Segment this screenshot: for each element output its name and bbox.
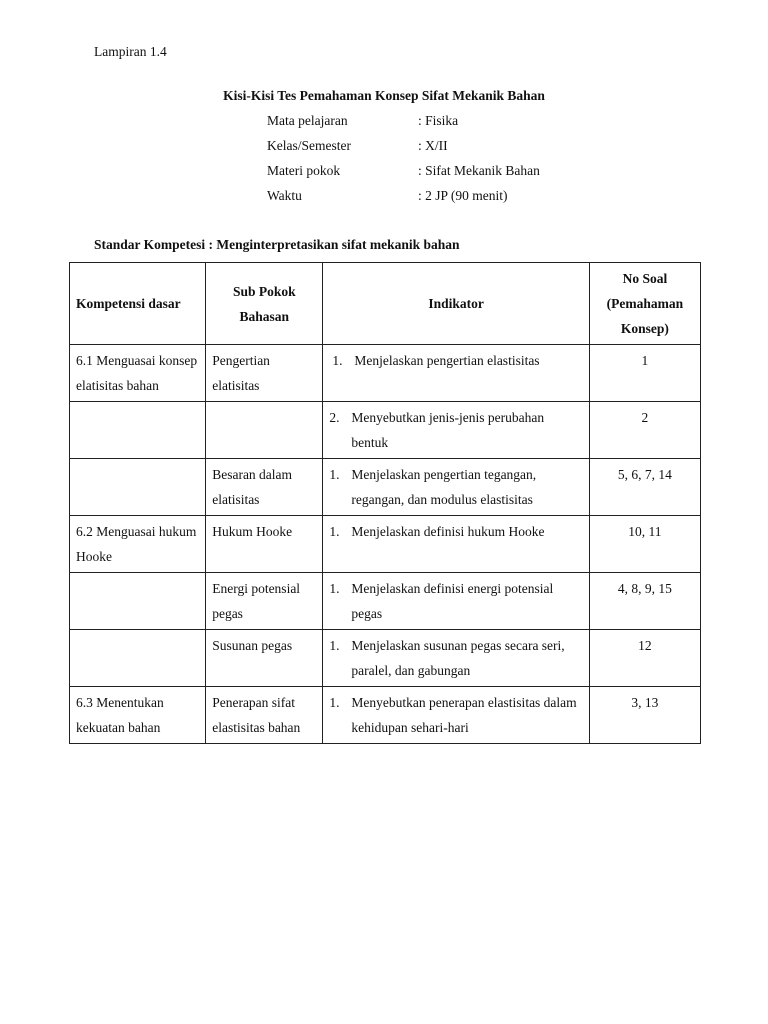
indicator-number: 1. [329, 695, 340, 710]
meta-value: : X/II [418, 138, 448, 153]
table-row [70, 573, 701, 630]
indicator-text: Menyebutkan penerapan elastisitas dalam kehidupan sehari-hari [351, 695, 577, 735]
cell-sub-pokok [206, 402, 323, 459]
meta-label: Mata pelajaran [267, 113, 348, 128]
table-row [70, 687, 701, 744]
meta-row-class [267, 137, 540, 162]
header-indikator: Indikator [323, 263, 589, 345]
competency-standard: Standar Kompetesi : Menginterpretasikan sifat mekanik bahan [94, 237, 460, 252]
cell-no-soal: 2 [589, 402, 700, 459]
cell-indikator [323, 630, 589, 687]
meta-row-subject [267, 112, 540, 137]
cell-kompetensi [70, 459, 206, 516]
meta-value: : Fisika [418, 113, 459, 128]
cell-sub-pokok: Besaran dalam elatisitas [206, 459, 323, 516]
cell-sub-pokok: Energi potensial pegas [206, 573, 323, 630]
table-header-row [70, 263, 701, 345]
cell-kompetensi: 6.2 Menguasai hukum Hooke [70, 516, 206, 573]
indicator-text: Menyebutkan jenis-jenis perubahan bentuk [351, 410, 545, 450]
cell-sub-pokok: Hukum Hooke [206, 516, 323, 573]
cell-kompetensi [70, 630, 206, 687]
indicator-text: Menjelaskan pengertian tegangan, regangan, dan modulus elastisitas [351, 467, 537, 507]
cell-sub-pokok: Penerapan sifat elastisitas bahan [206, 687, 323, 744]
cell-sub-pokok: Susunan pegas [206, 630, 323, 687]
cell-kompetensi: 6.3 Menentukan kekuatan bahan [70, 687, 206, 744]
cell-no-soal: 1 [589, 345, 700, 402]
header-no-soal: No Soal (Pemahaman Konsep) [589, 263, 700, 345]
cell-sub-pokok: Pengertian elatisitas [206, 345, 323, 402]
indicator-text: Menjelaskan definisi energi potensial pegas [351, 581, 554, 621]
table-row [70, 516, 701, 573]
cell-no-soal: 5, 6, 7, 14 [589, 459, 700, 516]
meta-value: : Sifat Mekanik Bahan [418, 163, 540, 178]
cell-indikator [323, 573, 589, 630]
cell-no-soal: 4, 8, 9, 15 [589, 573, 700, 630]
meta-row-time [267, 187, 540, 212]
cell-kompetensi: 6.1 Menguasai konsep elatisitas bahan [70, 345, 206, 402]
indicator-number: 2. [329, 410, 340, 425]
indicator-text: Menjelaskan pengertian elastisitas [354, 353, 540, 368]
cell-kompetensi [70, 573, 206, 630]
meta-row-topic [267, 162, 540, 187]
cell-no-soal: 10, 11 [589, 516, 700, 573]
meta-value: : 2 JP (90 menit) [418, 188, 508, 203]
table-row [70, 345, 701, 402]
table-row [70, 402, 701, 459]
cell-no-soal: 3, 13 [589, 687, 700, 744]
meta-label: Waktu [267, 188, 302, 203]
indicator-text: Menjelaskan definisi hukum Hooke [351, 524, 545, 539]
indicator-number: 1. [329, 467, 340, 482]
indicator-number: 1. [329, 524, 340, 539]
cell-indikator [323, 516, 589, 573]
subject-info [267, 112, 540, 212]
indicator-number: 1. [332, 353, 343, 368]
cell-indikator [323, 402, 589, 459]
meta-label: Kelas/Semester [267, 138, 351, 153]
table-row [70, 630, 701, 687]
header-kompetensi: Kompetensi dasar [70, 263, 206, 345]
meta-label: Materi pokok [267, 163, 341, 178]
indicator-number: 1. [329, 638, 340, 653]
cell-indikator [323, 345, 589, 402]
grid-table [69, 262, 701, 744]
indicator-number: 1. [329, 581, 340, 596]
appendix-label: Lampiran 1.4 [94, 44, 167, 59]
cell-kompetensi [70, 402, 206, 459]
cell-no-soal: 12 [589, 630, 700, 687]
table-row [70, 459, 701, 516]
header-sub-pokok: Sub Pokok Bahasan [206, 263, 323, 345]
cell-indikator [323, 459, 589, 516]
cell-indikator [323, 687, 589, 744]
indicator-text: Menjelaskan susunan pegas secara seri, paralel, dan gabungan [351, 638, 565, 678]
document-title: Kisi-Kisi Tes Pemahaman Konsep Sifat Mekanik Bahan [223, 88, 545, 103]
